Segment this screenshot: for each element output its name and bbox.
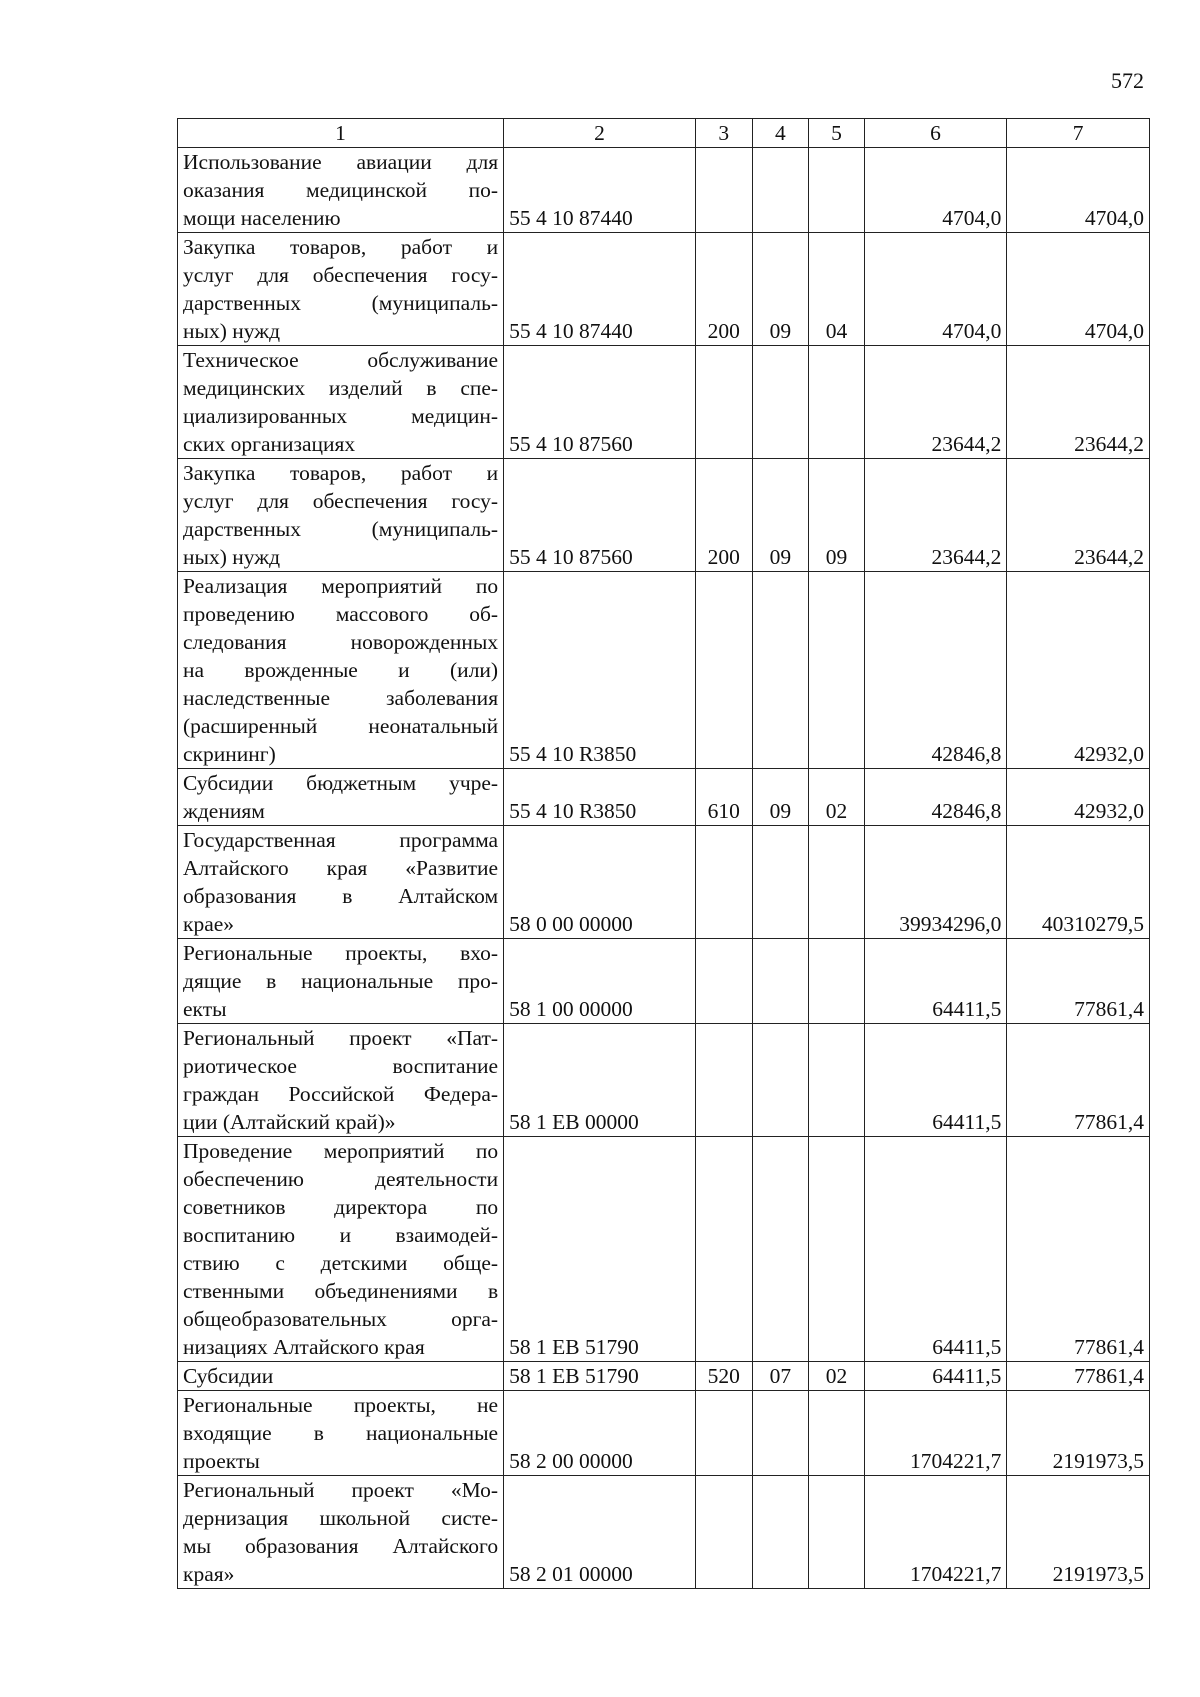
item-name-line: циализированных медицин-: [183, 404, 499, 428]
budget-table: [177, 118, 1150, 1589]
subsection-cell: 04: [809, 233, 865, 346]
item-name-line: ских организациях: [183, 432, 356, 456]
amount-year2-cell: 77861,4: [1007, 1137, 1150, 1362]
item-name-line: обеспечению деятельности: [183, 1167, 499, 1191]
amount-year2-cell: 2191973,5: [1007, 1476, 1150, 1589]
item-name-line: Региональные проекты, вхо-: [183, 941, 499, 965]
amount-year1-cell: 42846,8: [864, 769, 1007, 826]
item-name-line: наследственные заболевания: [183, 686, 499, 710]
column-header: 5: [809, 119, 865, 148]
item-name-line: дящие в национальные про-: [183, 969, 499, 993]
amount-year1-cell: 64411,5: [864, 1137, 1007, 1362]
expense-type-cell: [695, 1024, 752, 1137]
table-row: [178, 346, 1150, 459]
section-cell: 09: [752, 233, 809, 346]
amount-year2-cell: 77861,4: [1007, 939, 1150, 1024]
item-name-line: Использование авиации для: [183, 150, 499, 174]
item-name-cell: [178, 233, 504, 346]
expense-type-cell: [695, 1137, 752, 1362]
amount-year2-cell: 23644,2: [1007, 459, 1150, 572]
item-name-cell: [178, 148, 504, 233]
subsection-cell: [809, 826, 865, 939]
amount-year1-cell: 1704221,7: [864, 1476, 1007, 1589]
item-name-line: дернизация школьной систе-: [183, 1506, 499, 1530]
item-name-cell: [178, 1024, 504, 1137]
item-name-cell: [178, 769, 504, 826]
program-code-cell: 58 1 EB 00000: [504, 1024, 696, 1137]
table-row: [178, 572, 1150, 769]
item-name-line: услуг для обеспечения госу-: [183, 263, 499, 287]
amount-year1-cell: 64411,5: [864, 1362, 1007, 1391]
program-code-cell: 58 1 EB 51790: [504, 1362, 696, 1391]
amount-year2-cell: 2191973,5: [1007, 1391, 1150, 1476]
amount-year1-cell: 42846,8: [864, 572, 1007, 769]
table-body: [178, 148, 1150, 1589]
item-name-line: Проведение мероприятий по: [183, 1139, 499, 1163]
amount-year1-cell: 64411,5: [864, 939, 1007, 1024]
item-name-line: граждан Российской Федера-: [183, 1082, 499, 1106]
expense-type-cell: [695, 572, 752, 769]
item-name-cell: [178, 939, 504, 1024]
item-name-cell: [178, 826, 504, 939]
item-name-line: на врожденные и (или): [183, 658, 499, 682]
program-code-cell: 55 4 10 87440: [504, 148, 696, 233]
item-name-line: мы образования Алтайского: [183, 1534, 499, 1558]
table-row: [178, 826, 1150, 939]
section-cell: [752, 1137, 809, 1362]
expense-type-cell: [695, 1391, 752, 1476]
section-cell: [752, 1476, 809, 1589]
subsection-cell: [809, 1137, 865, 1362]
item-name-line: Субсидии бюджетным учре-: [183, 771, 499, 795]
program-code-cell: 58 1 EB 51790: [504, 1137, 696, 1362]
amount-year2-cell: 40310279,5: [1007, 826, 1150, 939]
amount-year2-cell: 42932,0: [1007, 769, 1150, 826]
amount-year1-cell: 1704221,7: [864, 1391, 1007, 1476]
item-name-line: Региональный проект «Пат-: [183, 1026, 499, 1050]
item-name-line: проекты: [183, 1449, 260, 1473]
program-code-cell: 58 0 00 00000: [504, 826, 696, 939]
subsection-cell: 09: [809, 459, 865, 572]
expense-type-cell: [695, 148, 752, 233]
item-name-cell: [178, 1362, 504, 1391]
page-number: 572: [1111, 68, 1144, 93]
item-name-line: скрининг): [183, 742, 276, 766]
amount-year1-cell: 23644,2: [864, 459, 1007, 572]
item-name-line: ждениям: [183, 799, 265, 823]
item-name-cell: [178, 346, 504, 459]
section-cell: [752, 572, 809, 769]
amount-year1-cell: 4704,0: [864, 148, 1007, 233]
expense-type-cell: [695, 826, 752, 939]
table-row: [178, 1362, 1150, 1391]
item-name-line: Региональные проекты, не: [183, 1393, 499, 1417]
item-name-cell: [178, 1137, 504, 1362]
expense-type-cell: 200: [695, 459, 752, 572]
table-header-row: [178, 119, 1150, 148]
item-name-line: низациях Алтайского края: [183, 1335, 425, 1359]
item-name-line: советников директора по: [183, 1195, 499, 1219]
table-row: [178, 1137, 1150, 1362]
table-row: [178, 939, 1150, 1024]
table-row: [178, 769, 1150, 826]
item-name-line: оказания медицинской по-: [183, 178, 499, 202]
subsection-cell: [809, 148, 865, 233]
item-name-line: крае»: [183, 912, 235, 936]
table-row: [178, 148, 1150, 233]
item-name-line: Закупка товаров, работ и: [183, 461, 499, 485]
column-header: 6: [864, 119, 1007, 148]
subsection-cell: [809, 939, 865, 1024]
amount-year2-cell: 4704,0: [1007, 233, 1150, 346]
column-header: 4: [752, 119, 809, 148]
item-name-line: края»: [183, 1562, 235, 1586]
item-name-cell: [178, 459, 504, 572]
subsection-cell: [809, 572, 865, 769]
item-name-line: Субсидии: [183, 1364, 274, 1388]
table-row: [178, 1391, 1150, 1476]
column-header: 3: [695, 119, 752, 148]
item-name-line: Реализация мероприятий по: [183, 574, 499, 598]
amount-year2-cell: 4704,0: [1007, 148, 1150, 233]
item-name-line: воспитанию и взаимодей-: [183, 1223, 499, 1247]
subsection-cell: [809, 1391, 865, 1476]
item-name-line: ственными объединениями в: [183, 1279, 499, 1303]
table-row: [178, 1476, 1150, 1589]
column-header: 7: [1007, 119, 1150, 148]
column-header: 1: [178, 119, 504, 148]
program-code-cell: 58 2 01 00000: [504, 1476, 696, 1589]
section-cell: 09: [752, 459, 809, 572]
item-name-line: ции (Алтайский край)»: [183, 1110, 396, 1134]
item-name-line: екты: [183, 997, 227, 1021]
item-name-cell: [178, 1391, 504, 1476]
item-name-line: медицинских изделий в спе-: [183, 376, 499, 400]
table-row: [178, 1024, 1150, 1137]
subsection-cell: [809, 1024, 865, 1137]
subsection-cell: [809, 346, 865, 459]
program-code-cell: 55 4 10 R3850: [504, 769, 696, 826]
item-name-line: мощи населению: [183, 206, 341, 230]
program-code-cell: 58 1 00 00000: [504, 939, 696, 1024]
section-cell: [752, 148, 809, 233]
section-cell: [752, 939, 809, 1024]
item-name-line: Закупка товаров, работ и: [183, 235, 499, 259]
item-name-line: дарственных (муниципаль-: [183, 517, 499, 541]
expense-type-cell: [695, 939, 752, 1024]
amount-year2-cell: 77861,4: [1007, 1362, 1150, 1391]
expense-type-cell: 200: [695, 233, 752, 346]
item-name-line: общеобразовательных орга-: [183, 1307, 499, 1331]
item-name-line: Региональный проект «Мо-: [183, 1478, 499, 1502]
item-name-line: риотическое воспитание: [183, 1054, 499, 1078]
expense-type-cell: [695, 1476, 752, 1589]
amount-year1-cell: 4704,0: [864, 233, 1007, 346]
item-name-line: проведению массового об-: [183, 602, 499, 626]
amount-year1-cell: 23644,2: [864, 346, 1007, 459]
amount-year1-cell: 39934296,0: [864, 826, 1007, 939]
item-name-line: следования новорожденных: [183, 630, 499, 654]
item-name-line: ствию с детскими обще-: [183, 1251, 499, 1275]
program-code-cell: 58 2 00 00000: [504, 1391, 696, 1476]
item-name-line: Государственная программа: [183, 828, 499, 852]
section-cell: 09: [752, 769, 809, 826]
section-cell: [752, 826, 809, 939]
column-header: 2: [504, 119, 696, 148]
amount-year2-cell: 42932,0: [1007, 572, 1150, 769]
item-name-line: ных) нужд: [183, 319, 281, 343]
expense-type-cell: 610: [695, 769, 752, 826]
item-name-line: входящие в национальные: [183, 1421, 499, 1445]
item-name-line: Техническое обслуживание: [183, 348, 499, 372]
amount-year2-cell: 77861,4: [1007, 1024, 1150, 1137]
item-name-line: дарственных (муниципаль-: [183, 291, 499, 315]
amount-year2-cell: 23644,2: [1007, 346, 1150, 459]
item-name-line: услуг для обеспечения госу-: [183, 489, 499, 513]
table-row: [178, 459, 1150, 572]
program-code-cell: 55 4 10 87440: [504, 233, 696, 346]
expense-type-cell: [695, 346, 752, 459]
section-cell: 07: [752, 1362, 809, 1391]
section-cell: [752, 1024, 809, 1137]
expense-type-cell: 520: [695, 1362, 752, 1391]
item-name-line: (расширенный неонатальный: [183, 714, 499, 738]
subsection-cell: 02: [809, 769, 865, 826]
program-code-cell: 55 4 10 R3850: [504, 572, 696, 769]
item-name-cell: [178, 1476, 504, 1589]
item-name-line: ных) нужд: [183, 545, 281, 569]
section-cell: [752, 1391, 809, 1476]
subsection-cell: 02: [809, 1362, 865, 1391]
program-code-cell: 55 4 10 87560: [504, 346, 696, 459]
subsection-cell: [809, 1476, 865, 1589]
program-code-cell: 55 4 10 87560: [504, 459, 696, 572]
section-cell: [752, 346, 809, 459]
item-name-cell: [178, 572, 504, 769]
item-name-line: Алтайского края «Развитие: [183, 856, 499, 880]
amount-year1-cell: 64411,5: [864, 1024, 1007, 1137]
table-row: [178, 233, 1150, 346]
item-name-line: образования в Алтайском: [183, 884, 499, 908]
